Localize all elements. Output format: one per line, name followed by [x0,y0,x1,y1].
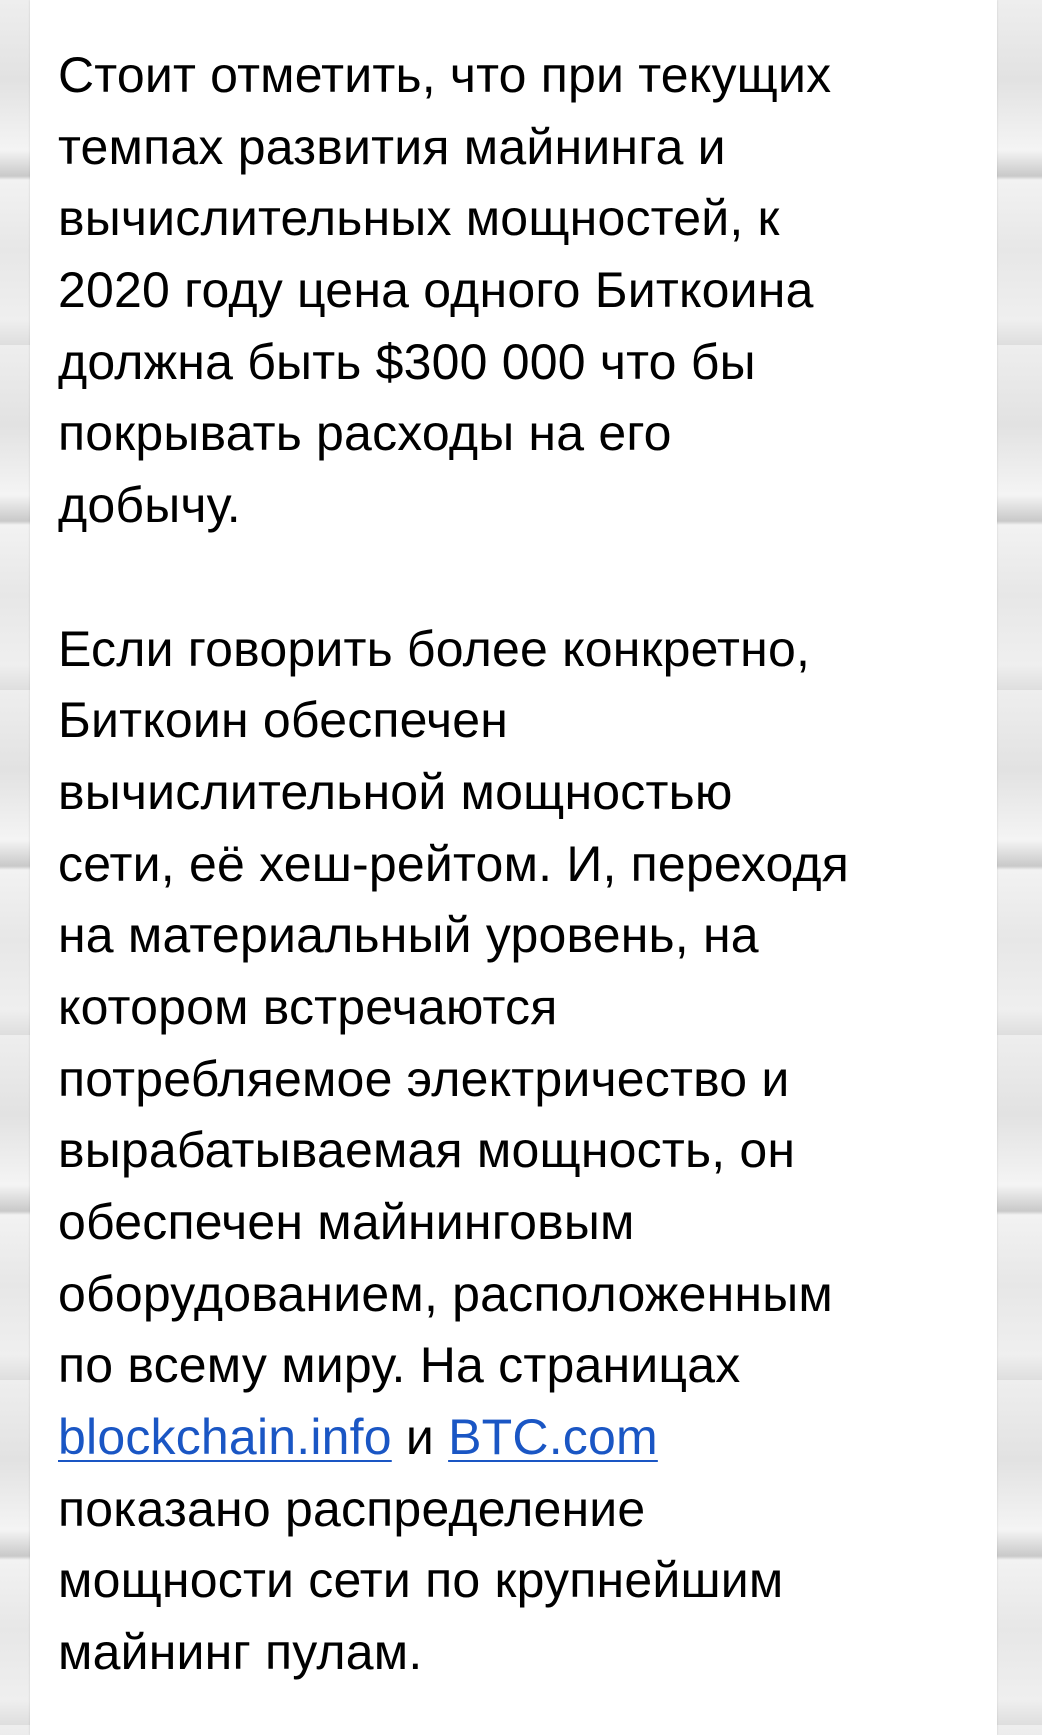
message-line: показано распределение [58,1480,646,1537]
message-line: Биткоин обеспечен [58,692,509,749]
message-line: вырабатываемая мощность, он [58,1122,796,1179]
link-separator: и [391,1409,449,1466]
message-line: по всему миру. На страницах [58,1337,741,1394]
message-line: Стоит отметить, что при текущих [58,47,832,103]
message-line: котором встречаются [58,978,558,1035]
message-line: темпах развития майнинга и [58,118,726,175]
message-line: покрывать расходы на его [58,405,672,462]
message-line: вычислительных мощностей, к [58,190,780,247]
message-line: мощности сети по крупнейшим [58,1552,784,1609]
message-line: обеспечен майнинговым [58,1194,635,1250]
message-link-line [58,1402,978,1474]
message-line: оборудованием, расположенным [58,1265,833,1322]
paragraph-spacer [58,542,978,614]
message-line: потребляемое электричество и [58,1050,790,1107]
btc-com-link[interactable]: BTC.com [448,1409,658,1466]
message-line: на материальный уровень, на [58,907,759,964]
blockchain-info-link[interactable]: blockchain.info [58,1409,392,1466]
message-line: сети, её хеш-рейтом. И, переходя [58,835,850,892]
message-line: майнинг пулам. [58,1624,423,1681]
message-line: должна быть $300 000 что бы [58,333,756,390]
background-left-wood [0,0,30,1735]
background-right-wood [997,0,1042,1735]
message-line: добычу. [58,477,241,534]
message-text [58,40,978,1689]
message-line: Если говорить более конкретно, [58,620,811,677]
message-line: вычислительной мощностью [58,763,733,820]
message-line: 2020 году цена одного Биткоина [58,262,814,319]
